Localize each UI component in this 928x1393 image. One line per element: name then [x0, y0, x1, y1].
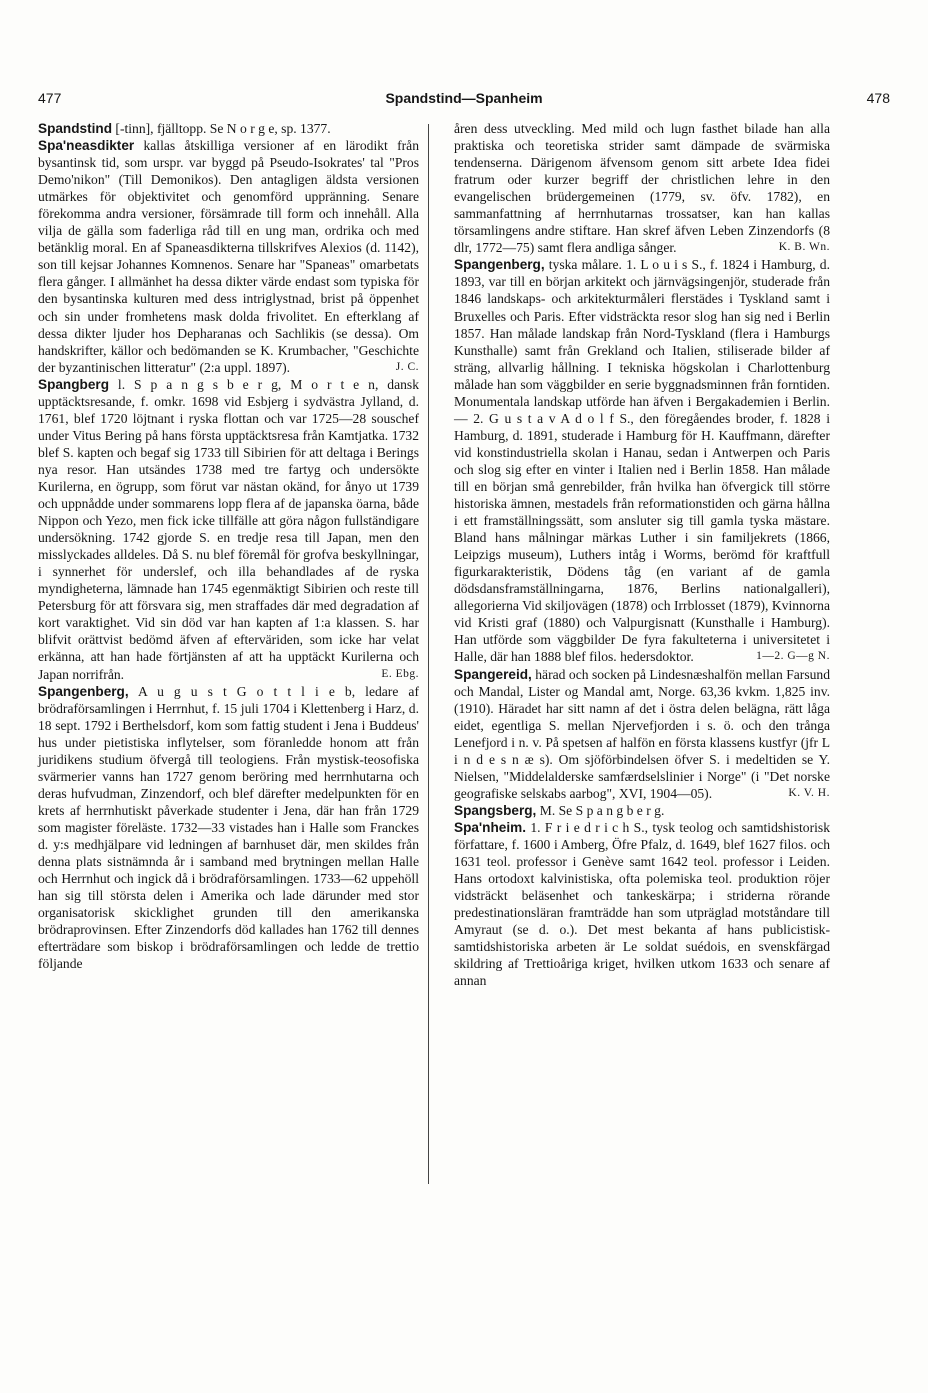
entry-text: A u g u s t G o t t l i e b, ledare af brödraförsamlingen i Herrnhut, f. 15 juli 1704 i Klettenberg i Harz, d. 18 sept. 1792 i Berthelsdorf, kom som fattig student i Jena i Buddeus' hus under pietistiska inflytelser, som föranledde honom att från juridikens studium öfvergå till teologiens. Från mystisk-teosofiska svärmerier vanns han 1727 genom beröring med herrnhutarna och deras hufvudman, Zinzendorf, och blef därefter medelpunkten för en krets af herrnhutiskt påverkade studenter i Jena, där han från 1729 som magister föreläste. 1732—33 vistades han i Halle som Franckes d. y:s medhjälpare vid ledningen af barnhuset där, men skildes från denna plats sistnämnda år i samband med brytningen mellan Halle och Herrnhut och ingick då i brödraförsamlingen. 1733—62 uppehöll han sig till största delen i Amerika och lade därunder med stor organisatorisk skicklighet grunden till den amerikanska brödraprovinsen. Efter Zinzendorfs död kallades han 1762 till dennes efterträdare som biskop i brödraförsamlingen och ledde de trettio följande: [38, 683, 419, 972]
entry-text: [-tinn], fjälltopp. Se N o r g e, sp. 1377.: [112, 121, 331, 136]
entry-text: härad och socken på Lindesnæshalfön mellan Farsund och Mandal, Lister og Mandal amt, Norge. 63,36 kvkm. 1,825 inv. (1910). Häradet har sitt namn af det i östra delen belägna, rätt låga eidet, egentliga S. mellan Njervefjorden i s. ö. och den trånga Lenefjord i n. v. På spetsen af halfön en första klassens kustfyr (jfr L i n d e s n æ s). Om sjöförbindelsen öfver S. i medeltiden se Y. Nielsen, "Middelalderske samfærdselslinier i Norge" (i "Det norske geografiske selskabs aarbog", XVI, 1904—05).: [454, 666, 830, 801]
entry-text: l. S p a n g s b e r g, M o r t e n, dansk upptäcktsresande, f. omkr. 1698 vid Esbjerg i sydvästra Jylland, d. 1761, blef 1720 löjtnant i ryska flottan och var 1725—28 souschef under Vitus Bering på hans första upptäcktsresa från Kamtjatka. 1732 blef S. kapten och begaf sig 1733 till Sibirien för att deltaga i Berings nya resor. Han utsändes 1738 med tre fartyg och undersökte Kurilerna, en ögrupp, som förut var nästan okänd, for ånyo ut 1739 och uppnådde under sommarens lopp flera af de japanska öarna, både Nippon och Yezo, men fick icke tillfälle att göra någon fullständigare undersökning. 1742 gjorde S. en tredje resa till Japan, men den misslyckades alldeles. Då S. nu blef föremål för grofva beskyllningar, i synnerhet för underslef, och illa behandlades af de ryska myndigheterna, lämnade han 1745 egenmäktigt Sibirien och reste till Petersburg för att försvara sig, men straffades där med degradation af kort varaktighet. Vid sin död var han kapten af 1:a klassen. S. har blifvit orättvist bedömd äfven af efterväriden, som icke har velat erkänna, att han hade förtjänsten af att ha upptäckt Kurilerna och Japan norrifrån.: [38, 376, 419, 682]
entry-spangberg: [38, 376, 419, 683]
entry-spanheim: [454, 819, 830, 989]
headword: Spangenberg,: [454, 257, 545, 273]
author-signature: K. B. Wn.: [778, 241, 830, 254]
headword: Spangsberg,: [454, 802, 537, 818]
author-signature: J. C.: [395, 360, 419, 373]
headword: Spa'neasdikter: [38, 138, 135, 154]
author-signature: K. V. H.: [788, 786, 830, 799]
running-title: Spandstind—Spanheim: [385, 90, 543, 106]
entry-text: kallas åtskilliga versioner af en lärodikt från bysantinsk tid, som urspr. var byggd på Pseudo-Isokrates' tal "Pros Demo'nikon" (Till Demonikos). Den antagligen äldsta versionen utmärkes för objektivitet och genomförd uppränning. Senare förekomma andra versioner, försämrade till form och innehåll. Alla vilja de gälla som faderliga råd till en ung man, ordrika och med betänklig moral. En af Spaneasdikterna tillskrifves Alexios (d. 1142), son till kejsar Johannes Komnenos. Senare har "Spaneas" omarbetats flera gånger. I allmänhet ha dessa dikter värde endast som typiska för den bysantinska kulturen med dess intriglystnad, brist på öppenhet och sin under fromhetens mask dolda frivolitet. En efterklang af dessa dikter ljuder hos Depharanas och Sachlikis (se dessa). Om handskrifter, källor och bedömanden se K. Krumbacher, "Geschichte der byzantinischen litteratur" (2:a uppl. 1897).: [38, 138, 419, 375]
headword: Spangberg: [38, 376, 109, 392]
entry-spangereid: [454, 666, 830, 802]
entry-spandstind: [38, 120, 419, 137]
author-signature: 1—2. G—g N.: [756, 650, 830, 663]
entry-spangenberg-painters: [454, 256, 830, 665]
entry-spangsberg: [454, 802, 830, 819]
entry-text: M. Se S p a n g b e r g.: [536, 802, 665, 818]
headword: Spangenberg,: [38, 683, 129, 699]
page-number-left: 477: [38, 90, 62, 106]
entry-text: åren dess utveckling. Med mild och lugn fasthet bilade han alla praktiska och teoretiska strider samt dämpade de svärmiska tendenserna. Därigenom äfvensom genom sitt arbete Idea fidei fratrum oder kurzer begriff der christlichen lehre in den evangelischen brüdergemeinen (1779, sv. öfv. 1782), en sammanfattning af herrnhutarnas trossatser, kan han kallas törsamlingens andre stiftare. Han skref äfven Leben Zinzendorfs (8 dlr, 1772—75) samt flera andliga sånger.: [454, 121, 830, 256]
entry-text: 1. F r i e d r i c h S., tysk teolog och samtidshistorisk författare, f. 1600 i Amberg, Öfre Pfalz, d. 1649, blef 1627 filos. och 1631 teol. professor i Genève samt 1642 teol. professor i Leiden. Hans ortodoxt kalvinistiska, ofta polemiska teol. produktion röjer vidsträckt beläsenhet och tankeskärpa; i striderna rörande predestinationsläran framträdde han som utpräglad motståndare till Amyraut (se d. o.). Det mest bekanta af hans publicistisk-samtidshistoriska arbeten är Le soldat suédois, en svenskfärgad skildring af Trettioåriga kriget, hvilken utkom 1633 och senare af annan: [454, 819, 830, 989]
entry-spangenberg-august: [38, 683, 419, 973]
running-header: [38, 90, 890, 112]
page-number-right: 478: [866, 90, 890, 106]
column-divider: [428, 124, 429, 1184]
right-column: [454, 120, 830, 989]
entry-spaneasdikter: [38, 137, 419, 376]
headword: Spandstind: [38, 121, 113, 136]
headword: Spa'nheim.: [454, 819, 526, 835]
entry-text: tyska målare. 1. L o u i s S., f. 1824 i Hamburg, d. 1893, var till en början arkitekt och järnvägsingenjör, studerade från 1846 landskaps- och arkitekturmåleri flerstädes i Tyskland samt i Bruxelles och Paris. Efter vidsträckta resor slog han sig ned i Berlin 1857. Han målade landskap från Nord-Tyskland (flera i Hamburgs Kunsthalle) samt från Grekland och Italien, stiliserade bilder af sträng, allvarlig hållning. I tekniska högskolan i Charlottenburg målade han som väggbilder en serie byggnadsminnen från forntiden. Monumentala landskap utförde han äfven i Bergakademien i Berlin. — 2. G u s t a v A d o l f S., den föregåendes broder, f. 1828 i Hamburg, d. 1891, studerade i Hamburg för H. Kauffmann, därefter vid konstindustriella skolan i Hanau, sedan i Antwerpen och Paris och slog sig efter en vinter i Italien ned i Berlin 1858. Han målade till en början små genrebilder, från hvilka han öfvergick till större historiska ämnen, mestadels från reformationstiden och gärna hållna i ett framställningssätt, som ansluter sig till gamla tyska mästare. Bland hans målningar märkas Luther i sin familjekrets (1866, Leipzigs museum), Luthers intåg i Worms, berömd för kraftfull figurkarakteristik, Dödens tåg (en variant af de gamla dödsdansframställningarna, 1876, Berlins nationalgalleri), allegorierna Vid skiljovägen (1878) och Irrblosset (1879), Kvinnorna vid Kristi graf (1880) och Valpurgisnatt (Kunsthalle i Hamburg). Han utförde som väggbilder De fyra fakulteterna i universitetet i Halle, där han 1888 blef filos. hedersdoktor.: [454, 257, 830, 665]
entry-spangenberg-continued: [454, 120, 830, 256]
left-column: [38, 120, 419, 972]
author-signature: E. Ebg.: [381, 667, 419, 680]
headword: Spangereid,: [454, 666, 532, 682]
